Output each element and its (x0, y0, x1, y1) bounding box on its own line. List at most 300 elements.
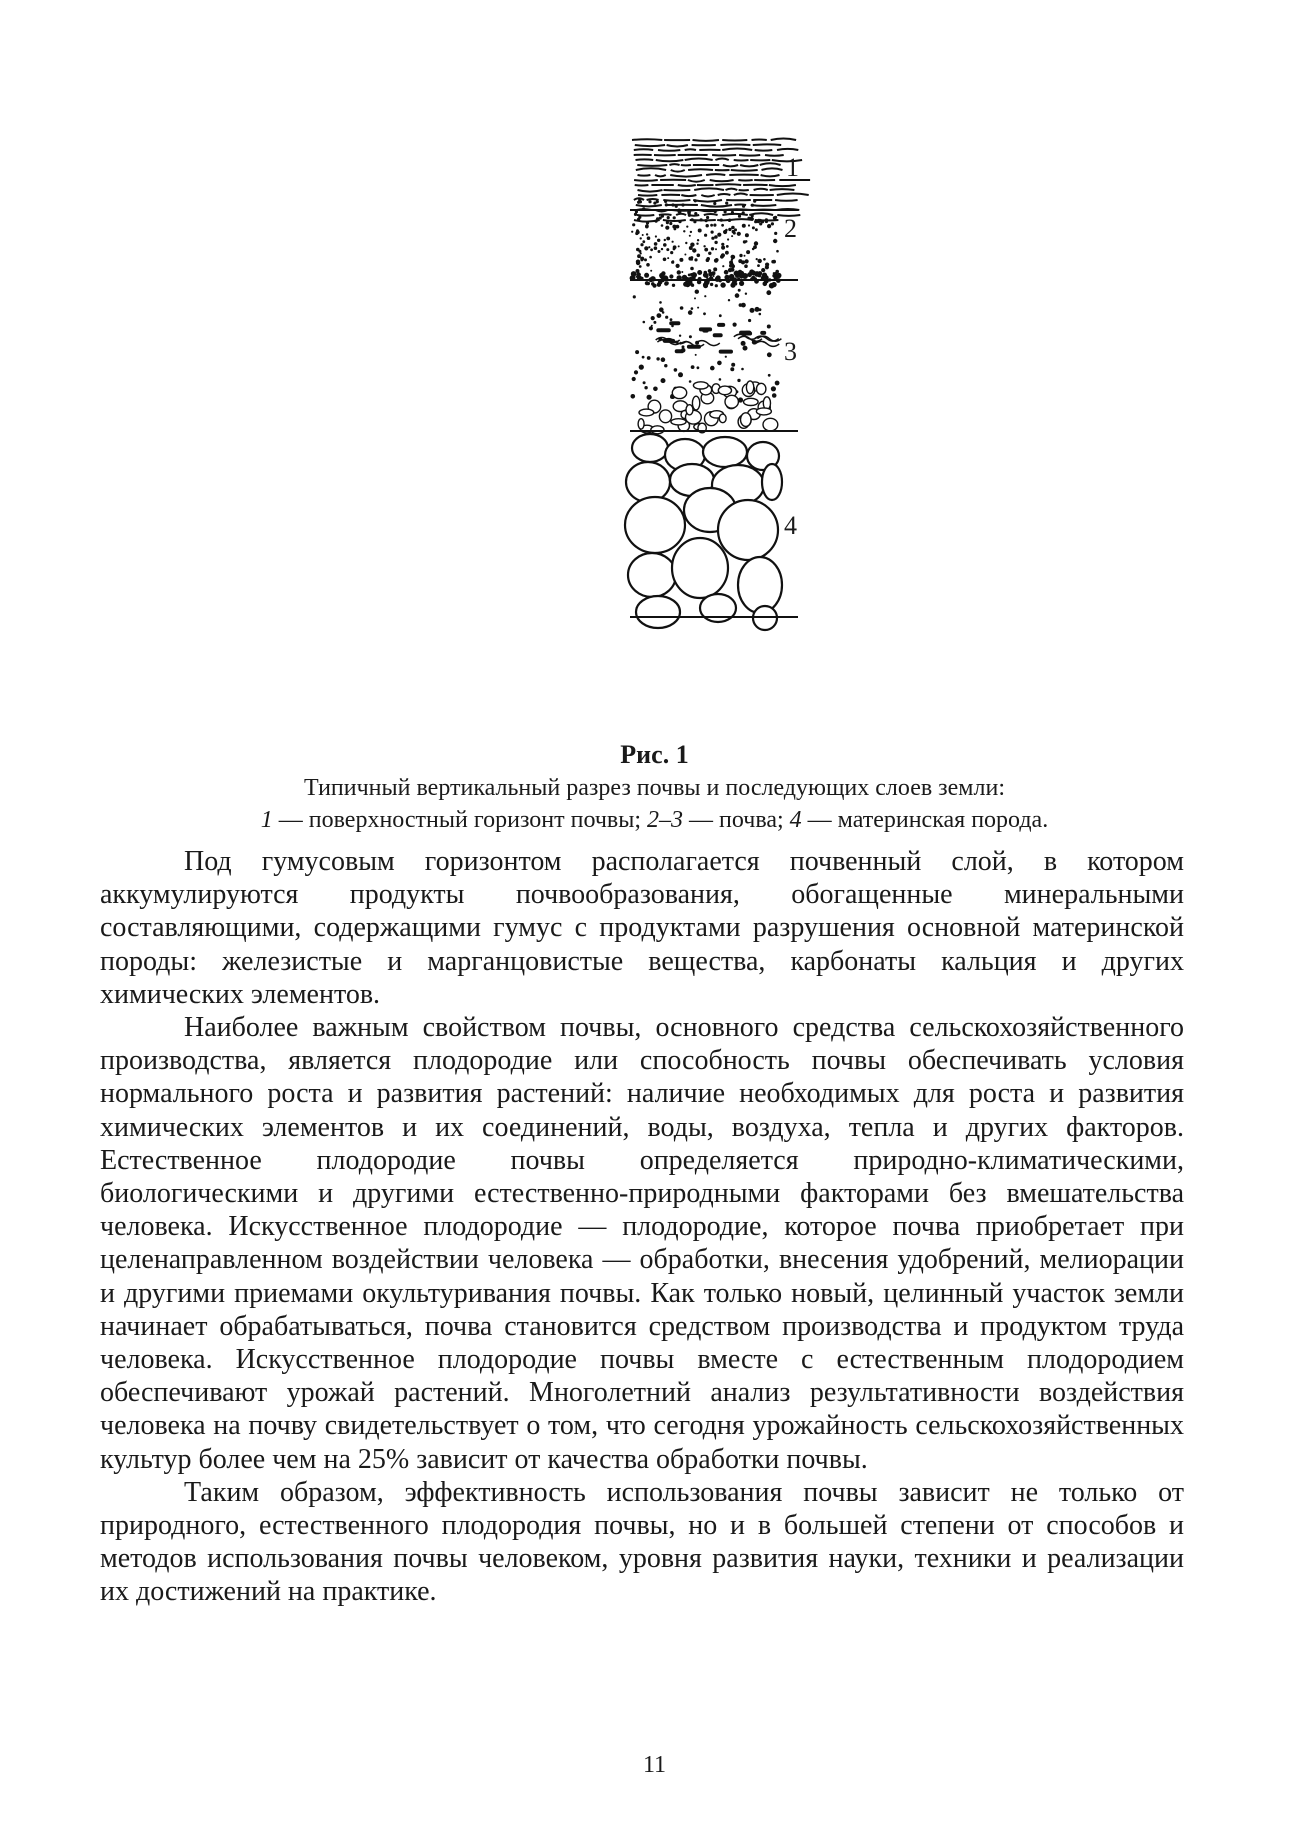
humus-stroke (755, 150, 773, 151)
subsoil-dot (679, 335, 681, 337)
humus-stroke (715, 159, 728, 161)
soil-dot (665, 226, 669, 230)
soil-dot (703, 282, 708, 287)
layer-3-pebbles-texture (631, 289, 782, 434)
soil-dot (664, 239, 666, 241)
humus-grain (693, 220, 696, 223)
soil-dot (646, 263, 650, 267)
soil-dot (657, 283, 661, 287)
soil-dot (644, 258, 647, 261)
layer-2-dots-texture (630, 224, 782, 289)
soil-dot (776, 250, 779, 253)
soil-dot (726, 245, 729, 248)
subsoil-dot (661, 357, 666, 362)
soil-dot (746, 250, 750, 254)
soil-dot (710, 224, 713, 227)
subsoil-dot (634, 370, 638, 374)
soil-dot (640, 252, 642, 254)
soil-dot (708, 272, 713, 277)
subsoil-dot (741, 368, 744, 371)
soil-dot (737, 232, 741, 236)
humus-stroke (693, 140, 720, 141)
soil-dot (655, 235, 657, 237)
soil-dot (684, 254, 686, 256)
soil-dot (745, 259, 749, 263)
page-number: 11 (642, 1752, 667, 1778)
soil-dot (647, 236, 651, 240)
layer-label-4: 4 (784, 511, 797, 540)
soil-dot (756, 258, 758, 260)
pebble (746, 381, 753, 394)
soil-dot (687, 280, 692, 285)
soil-dot (773, 272, 775, 274)
humus-stroke (722, 140, 747, 141)
subsoil-dot (730, 367, 734, 371)
humus-stroke (688, 180, 705, 182)
humus-grain (671, 203, 674, 206)
humus-stroke (638, 195, 657, 196)
humus-grain (705, 219, 708, 222)
humus-grain (751, 217, 754, 220)
humus-grain (694, 212, 697, 215)
soil-dot (654, 242, 658, 246)
pebble (671, 419, 686, 425)
soil-dot (721, 243, 724, 246)
soil-dot (745, 233, 749, 237)
humus-grain (648, 200, 651, 203)
humus-stroke (663, 220, 686, 221)
caption-text-1: — поверхностный горизонт почвы; (272, 807, 648, 833)
humus-stroke (740, 165, 758, 166)
humus-stroke (701, 195, 714, 197)
soil-dot (706, 224, 709, 227)
humus-stroke (777, 149, 798, 150)
humus-stroke (760, 163, 781, 165)
rock (703, 437, 747, 467)
subsoil-wave (755, 341, 779, 346)
humus-stroke (637, 215, 654, 216)
soil-dot (711, 231, 714, 234)
soil-dot (755, 228, 758, 231)
subsoil-dash (702, 329, 708, 333)
soil-dot (661, 224, 664, 227)
pebble (686, 405, 693, 415)
rock (626, 462, 670, 502)
soil-dot (742, 224, 746, 228)
humus-grain (681, 203, 684, 206)
soil-dot (735, 274, 739, 278)
humus-grain (675, 205, 678, 208)
caption-number-2-3: 2–3 (647, 807, 684, 833)
humus-grain (678, 220, 681, 223)
subsoil-dot (678, 372, 683, 377)
subsoil-dot (662, 311, 665, 314)
subsoil-dot (766, 290, 771, 295)
soil-dot (667, 257, 669, 259)
rock (738, 557, 782, 613)
humus-stroke (753, 144, 781, 145)
soil-dot (659, 273, 665, 279)
soil-dot (710, 283, 713, 286)
soil-dot (686, 226, 688, 228)
soil-dot (679, 258, 683, 262)
soil-dot (722, 265, 724, 267)
humus-grain (738, 215, 741, 218)
humus-stroke (770, 189, 795, 190)
soil-dot (692, 248, 696, 252)
humus-grain (751, 214, 754, 217)
soil-dot (672, 284, 675, 287)
soil-dot (774, 232, 777, 235)
soil-dot (689, 246, 693, 250)
humus-stroke (731, 170, 758, 171)
soil-dot (650, 248, 653, 251)
humus-stroke (777, 194, 809, 196)
subsoil-dot (643, 321, 646, 324)
pebble (692, 396, 699, 410)
humus-stroke (671, 170, 685, 172)
humus-stroke (659, 214, 672, 215)
soil-dot (683, 230, 685, 232)
soil-dot (738, 259, 742, 263)
rock (628, 553, 676, 597)
subsoil-dot (657, 313, 662, 318)
soil-dot (713, 267, 717, 271)
humus-stroke (637, 165, 667, 166)
subsoil-dot (745, 293, 747, 295)
soil-dot (690, 267, 694, 271)
body-text (100, 845, 1184, 1609)
subsoil-dot (725, 356, 727, 358)
soil-dot (731, 235, 733, 237)
soil-dot (703, 245, 705, 247)
soil-dot (724, 270, 729, 275)
subsoil-dash (669, 321, 680, 325)
soil-dot (645, 281, 649, 285)
figure-caption (100, 772, 1209, 836)
soil-dot (769, 283, 775, 289)
subsoil-dot (670, 396, 673, 399)
humus-grain (637, 218, 640, 221)
humus-stroke (761, 175, 780, 176)
soil-dot (731, 226, 735, 230)
subsoil-dot (631, 394, 636, 399)
soil-dot (721, 246, 725, 250)
humus-stroke (734, 194, 748, 196)
humus-stroke (636, 168, 666, 170)
soil-dot (672, 241, 674, 243)
soil-dot (644, 273, 649, 278)
humus-stroke (638, 190, 663, 192)
subsoil-dot (691, 365, 695, 369)
soil-dot (646, 233, 648, 235)
soil-dot (763, 282, 768, 287)
subsoil-dot (694, 297, 696, 299)
subsoil-dot (743, 346, 748, 351)
humus-grain (742, 211, 745, 214)
soil-dot (720, 282, 725, 287)
humus-grain (751, 204, 754, 207)
subsoil-dot (733, 323, 737, 327)
humus-stroke (693, 200, 722, 202)
soil-dot (649, 256, 652, 259)
soil-profile-drawing (480, 130, 840, 730)
subsoil-dash (656, 328, 671, 332)
subsoil-dot (767, 325, 771, 329)
subsoil-dot (750, 308, 755, 313)
soil-dot (761, 268, 765, 272)
soil-dot (715, 248, 717, 250)
subsoil-dot (635, 350, 639, 354)
soil-dot (661, 248, 663, 250)
soil-dot (743, 240, 746, 243)
humus-stroke (681, 195, 696, 196)
humus-stroke (739, 155, 760, 156)
soil-dot (767, 224, 771, 228)
soil-dot (694, 258, 697, 261)
soil-dot (720, 255, 724, 259)
humus-stroke (634, 149, 653, 150)
subsoil-dot (633, 295, 636, 298)
caption-line-1: Типичный вертикальный разрез почвы и последующих слоев земли: (304, 775, 1005, 801)
soil-dot (666, 248, 669, 251)
soil-dot (636, 230, 640, 234)
caption-line-2 (100, 804, 1209, 836)
humus-stroke (715, 184, 741, 185)
soil-dot (715, 259, 717, 261)
humus-stroke (704, 214, 718, 215)
humus-stroke (647, 199, 659, 200)
soil-dot (728, 228, 731, 231)
soil-dot (654, 246, 658, 250)
soil-dot (663, 243, 667, 247)
soil-dot (754, 271, 760, 277)
soil-dot (663, 258, 667, 262)
humus-stroke (726, 189, 738, 190)
soil-dot (636, 260, 640, 264)
soil-dot (714, 235, 718, 239)
subsoil-dot (735, 293, 740, 298)
humus-grain (728, 219, 731, 222)
soil-dot (640, 257, 644, 261)
humus-stroke (636, 205, 662, 206)
humus-stroke (635, 185, 649, 186)
subsoil-dot (651, 316, 655, 320)
subsoil-dot (643, 381, 646, 384)
soil-dot (676, 264, 680, 268)
soil-dot (711, 237, 714, 240)
subsoil-dot (661, 378, 666, 383)
humus-stroke (765, 155, 784, 156)
soil-dot (642, 234, 644, 236)
soil-dot (727, 238, 729, 240)
subsoil-dot (647, 356, 651, 360)
humus-grain (725, 202, 728, 205)
subsoil-dot (741, 341, 746, 346)
caption-text-2: — почва; (683, 807, 790, 833)
soil-dot (763, 258, 766, 261)
subsoil-dot (649, 326, 653, 330)
soil-dot (762, 273, 767, 278)
humus-grain (713, 202, 716, 205)
layer-label-3: 3 (784, 337, 797, 366)
humus-stroke (751, 205, 777, 206)
humus-grain (638, 198, 641, 201)
pebble (693, 382, 708, 389)
soil-dot (713, 275, 715, 277)
soil-dot (644, 246, 648, 250)
soil-dot (642, 240, 645, 243)
pebble (638, 419, 644, 429)
humus-stroke (656, 160, 684, 161)
caption-number-1: 1 (260, 807, 273, 833)
subsoil-dash (675, 349, 684, 353)
subsoil-dot (731, 363, 735, 367)
humus-grain (757, 220, 760, 223)
subsoil-dot (755, 307, 760, 312)
subsoil-dash (717, 323, 725, 327)
humus-stroke (694, 188, 724, 190)
humus-grain (753, 200, 756, 203)
soil-dot (677, 270, 681, 274)
soil-dot (648, 246, 650, 248)
humus-stroke (634, 180, 658, 181)
humus-stroke (635, 145, 665, 146)
paragraph-2: Наиболее важным свойством почвы, основного средства сельскохозяйственного производства, является плодородие или способность почвы обеспечивать условия нормального роста и развития растений: наличие необходимых для роста и развития химических элементов и их соединений, воды, воздуха, тепла и других факторов. Естественное плодородие почвы определяется природно-климатическими, биологическими и другими естественно-природными факторами без вмешательства человека. Искусственное плодородие — плодородие, которое почва приобретает при целенаправленном воздействии человека — обработки, внесения удобрений, мелиорации и другими приемами окультуривания почвы. Как только новый, целинный участок земли начинает обрабатываться, почва становится средством производства и продуктом труда человека. Искусственное плодородие почвы вместе с естественным плодородием обеспечивают урожай растений. Многолетний анализ результативности воздействия человека на почву свидетельствует о том, что сегодня урожайность сельскохозяйственных культур более чем на 25% зависит от качества обработки почвы. (100, 1012, 1184, 1475)
humus-grain (661, 215, 664, 218)
subsoil-dot (688, 310, 693, 315)
pebble (659, 410, 671, 423)
humus-grain (673, 216, 676, 219)
soil-dot (703, 272, 708, 277)
humus-stroke (669, 164, 679, 165)
subsoil-dot (703, 312, 706, 315)
humus-stroke (718, 194, 731, 195)
humus-grain (666, 221, 669, 224)
rock (632, 434, 668, 462)
subsoil-dot (689, 380, 692, 383)
humus-stroke (678, 185, 696, 186)
soil-dot (672, 260, 674, 262)
soil-dot (772, 260, 776, 264)
soil-dot (688, 257, 692, 261)
humus-grain (632, 223, 635, 226)
subsoil-dot (659, 301, 662, 304)
soil-dot (670, 251, 673, 254)
subsoil-dot (665, 316, 668, 319)
humus-stroke (701, 205, 732, 207)
subsoil-dot (719, 378, 722, 381)
soil-dot (765, 263, 769, 267)
subsoil-dot (647, 395, 652, 400)
soil-profile-figure (480, 130, 840, 730)
subsoil-dot (775, 381, 780, 386)
subsoil-dot (748, 319, 751, 322)
soil-dot (739, 281, 744, 286)
humus-stroke (722, 148, 752, 150)
soil-dot (697, 254, 701, 258)
humus-stroke (685, 149, 696, 150)
pebble (741, 413, 752, 427)
subsoil-dot (738, 289, 741, 292)
soil-dot (640, 237, 642, 239)
humus-grain (694, 199, 697, 202)
humus-stroke (706, 174, 725, 175)
pebble (756, 408, 771, 415)
subsoil-dot (768, 374, 771, 377)
soil-dot (631, 231, 633, 233)
pebble (718, 386, 731, 395)
subsoil-dot (772, 393, 777, 398)
soil-dot (681, 271, 683, 273)
soil-dot (754, 241, 758, 245)
soil-dot (665, 281, 669, 285)
subsoil-dot (691, 307, 694, 310)
rock (636, 596, 680, 628)
humus-stroke (771, 138, 796, 140)
subsoil-dot (719, 314, 722, 317)
subsoil-dot (632, 377, 636, 381)
subsoil-dot (653, 387, 658, 392)
rock (625, 497, 685, 553)
rock (672, 538, 728, 598)
humus-stroke (723, 165, 738, 166)
soil-dot (639, 265, 642, 268)
paragraph-3: Таким образом, эффективность использования почвы зависит не только от природного, естественного плодородия почвы, но и в большей степени от способов и методов использования почвы человеком, уровня развития науки, техники и реализации их достижений на практике. (100, 1476, 1184, 1608)
humus-grain (656, 200, 659, 203)
humus-grain (771, 222, 774, 225)
humus-grain (742, 205, 745, 208)
subsoil-dot (717, 361, 722, 366)
subsoil-dash (713, 333, 723, 337)
subsoil-dot (674, 368, 678, 372)
humus-grain (646, 221, 649, 224)
humus-stroke (738, 180, 752, 181)
soil-dot (697, 270, 702, 275)
soil-dot (744, 264, 748, 268)
subsoil-dot (695, 354, 697, 356)
soil-dot (714, 241, 717, 244)
subsoil-dot (771, 386, 776, 391)
rock (718, 500, 778, 560)
pebble (719, 414, 726, 423)
humus-stroke (676, 214, 686, 215)
subsoil-dot (670, 318, 673, 321)
humus-stroke (663, 200, 690, 201)
humus-stroke (688, 169, 713, 170)
subsoil-dot (664, 364, 667, 367)
soil-dot (697, 239, 699, 241)
soil-dot (669, 274, 673, 278)
soil-dot (673, 248, 676, 251)
humus-stroke (670, 175, 702, 177)
soil-dot (715, 284, 718, 287)
subsoil-dot (739, 303, 743, 307)
soil-dot (704, 248, 708, 252)
layer-label-1: 1 (786, 153, 799, 182)
subsoil-dot (639, 365, 644, 370)
pebble (672, 387, 686, 399)
soil-dot (678, 245, 680, 247)
humus-stroke (655, 175, 666, 176)
humus-stroke (762, 168, 783, 170)
pebble (757, 383, 766, 394)
pebble (725, 395, 738, 408)
paragraph-1: Под гумусовым горизонтом располагается почвенный слой, в котором аккумулируются продукты почвообразования, обогащенные минеральными составляющими, содержащими гумус с продуктами разрушения основной материнской породы: железистые и марганцовистые вещества, карбонаты кальция и других химических элементов. (100, 846, 1184, 1010)
subsoil-dot (689, 335, 692, 338)
soil-dot (725, 229, 728, 232)
soil-dot (752, 226, 755, 229)
